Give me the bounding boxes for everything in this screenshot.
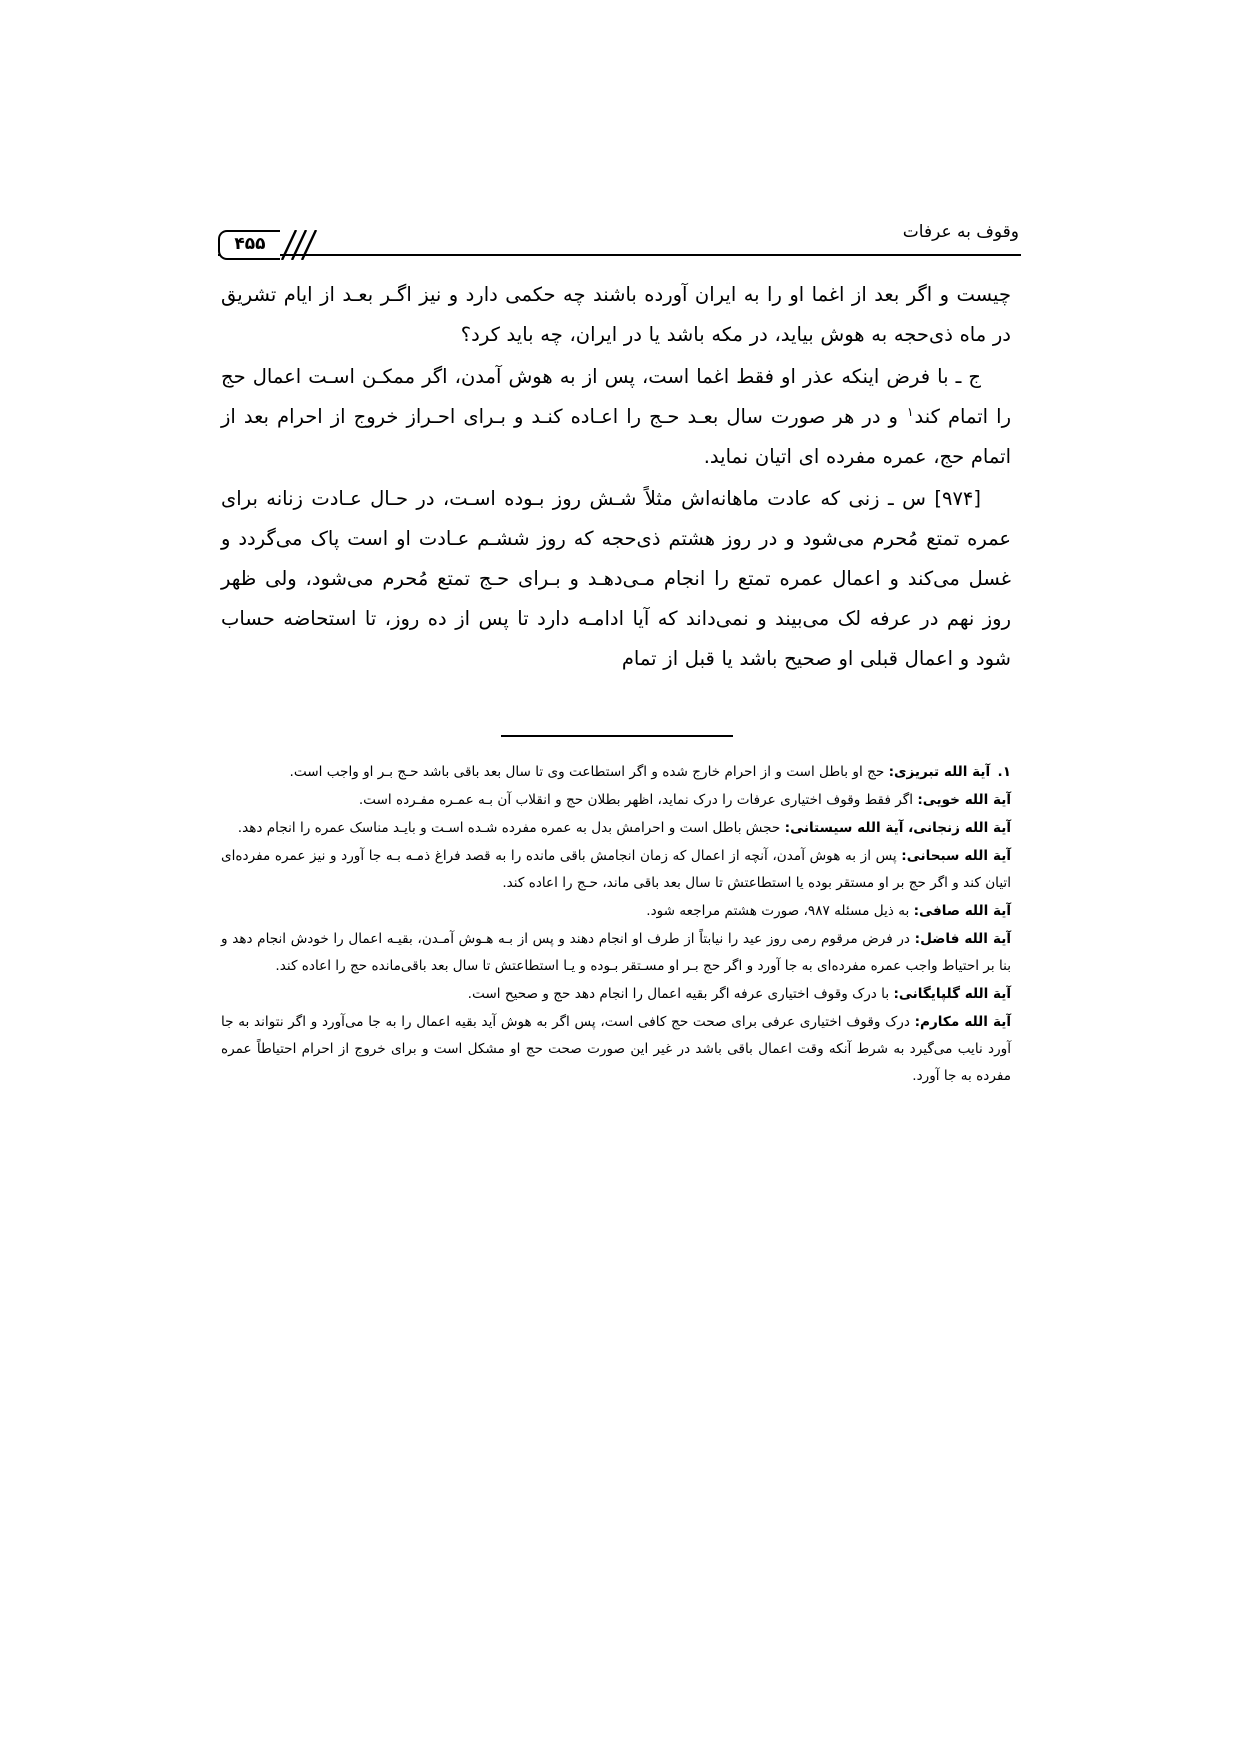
footnote-item-fazel — [221, 926, 1011, 980]
footnote-item-makarem — [221, 1009, 1011, 1090]
footnote-body-text: درک وقوف اختیاری عرفی برای صحت حج کافی است، پس اگر به هوش آید بقیه اعمال را به جا می‌آورد و اگر نتواند به جا آورد نایب می‌گیرد به شرط آنکه وقت اعمال باقی باشد در غیر این صورت صحت حج او مشکل است و برای خروج از احرام احتیاطاً عمره مفرده به جا آورد. — [221, 1014, 1011, 1084]
footnote-authority-name: آیة الله مکارم: — [914, 1014, 1011, 1030]
paragraph-answer — [221, 357, 1011, 477]
footnote-authority-name: آیة الله گلپایگانی: — [893, 986, 1011, 1002]
footnote-item-sobhani — [221, 843, 1011, 897]
footnote-authority-name: آیة الله زنجانی، آیة الله سیستانی: — [784, 820, 1011, 836]
footnote-number: ۱. — [997, 764, 1011, 780]
triple-slash-icon — [280, 230, 326, 260]
paragraph-question-continued: چیست و اگر بعد از اغما او را به ایران آورده باشند چه حکمی دارد و نیز اگـر بعـد از ایام تشریق در ماه ذی‌حجه به هوش بیاید، در مکه باشد یا در ایران، چه باید کرد؟ — [221, 283, 1011, 346]
footnote-body-text: به ذیل مسئله ۹۸۷، صورت هشتم مراجعه شود. — [646, 903, 910, 919]
footnote-body-text: حج او باطل است و از احرام خارج شده و اگر استطاعت وی تا سال بعد باقی باشد حـج بـر او واجب است. — [289, 764, 885, 780]
page-number-box — [218, 230, 280, 260]
header-divider-rule — [218, 254, 1021, 256]
footnote-authority-name: آیة الله خویی: — [917, 792, 1011, 808]
footnote-item-safi — [221, 898, 1011, 925]
page-number-text: ۴۵۵ — [234, 234, 266, 254]
body-text-column — [221, 275, 1011, 679]
footnote-body-text: پس از به هوش آمدن، آنچه از اعمال که زمان انجامش باقی مانده را به قصد فراغ ذمـه بـه جا آورد و نیز عمره مفرده‌ای اتیان کند و اگر حج بر او مستقر بوده یا استطاعتش تا سال بعد باقی ماند، حـج را اعاده کند. — [221, 848, 1011, 891]
footnote-body-text: اگر فقط وقوف اختیاری عرفات را درک نماید، اظهر بطلان حج و انقلاب آن بـه عمـره مفـرده است. — [358, 792, 914, 808]
footnote-body-text: حجش باطل است و احرامش بدل به عمره مفرده شـده اسـت و بایـد مناسک عمره را انجام دهد. — [237, 820, 781, 836]
page-number-ornament — [218, 230, 326, 264]
footnote-separator-rule — [501, 735, 733, 737]
footnote-item-tabrizi — [221, 759, 1011, 786]
footnote-item-golpayegani — [221, 981, 1011, 1008]
footnote-item-khoei — [221, 787, 1011, 814]
paragraph-question-974: [۹۷۴] س ـ زنی که عادت ماهانه‌اش مثلاً شـش روز بـوده اسـت، در حـال عـادت زنانه برای عمره تمتع مُحرم می‌شود و در روز هشتم ذی‌حجه که روز ششـم عـادت او است پاک می‌گردد و غسل می‌کند و اعمال عمره تمتع را انجام مـی‌دهـد و بـرای حـج تمتع مُحرم می‌شود، ولی ظهر روز نهم در عرفه لک می‌بیند و نمی‌داند که آیا ادامـه دارد تا پس از ده روز، تا استحاضه حساب شود و اعمال قبلی او صحیح باشد یا قبل از تمام — [221, 487, 1011, 670]
footnote-authority-name: آیة الله تبریزی: — [888, 764, 991, 780]
footnote-body-text: در فرض مرقوم رمی روز عید را نیابتاً از طرف او انجام دهند و پس از بـه هـوش آمـدن، بقیـه اعمال را خودش انجام دهد و بنا بر احتیاط واجب عمره مفرده‌ای به جا آورد و اگر حج بـر او مسـتقر بـوده و یـا استطاعتش تا سال بعد باقی‌مانده حج را اعاده کند. — [221, 931, 1011, 974]
footnote-item-zanjani-sistani — [221, 815, 1011, 842]
answer-text-after-footnote: و در هر صورت سال بعـد حـج را اعـاده کنـد و بـرای احـراز خروج از احرام بعد از اتمام حج، عمره مفرده ای اتیان نماید. — [221, 405, 1011, 468]
footnote-authority-name: آیة الله فاضل: — [914, 931, 1011, 947]
footnote-reference-marker[interactable]: ۱ — [907, 404, 914, 419]
footnote-section — [221, 735, 1011, 1091]
footnote-list — [221, 759, 1011, 1090]
footnote-authority-name: آیة الله صافی: — [913, 903, 1011, 919]
page-header — [218, 222, 1021, 270]
running-header-title: وقوف به عرفات — [902, 222, 1019, 242]
footnote-authority-name: آیة الله سبحانی: — [901, 848, 1011, 864]
footnote-body-text: با درک وقوف اختیاری عرفه اگر بقیه اعمال را انجام دهد حج و صحیح است. — [467, 986, 890, 1002]
answer-text-before-footnote: ج ـ با فرض اینکه عذر او فقط اغما است، پس از به هوش آمدن، اگر ممکـن اسـت اعمال حج را اتمام کند — [221, 365, 1011, 428]
